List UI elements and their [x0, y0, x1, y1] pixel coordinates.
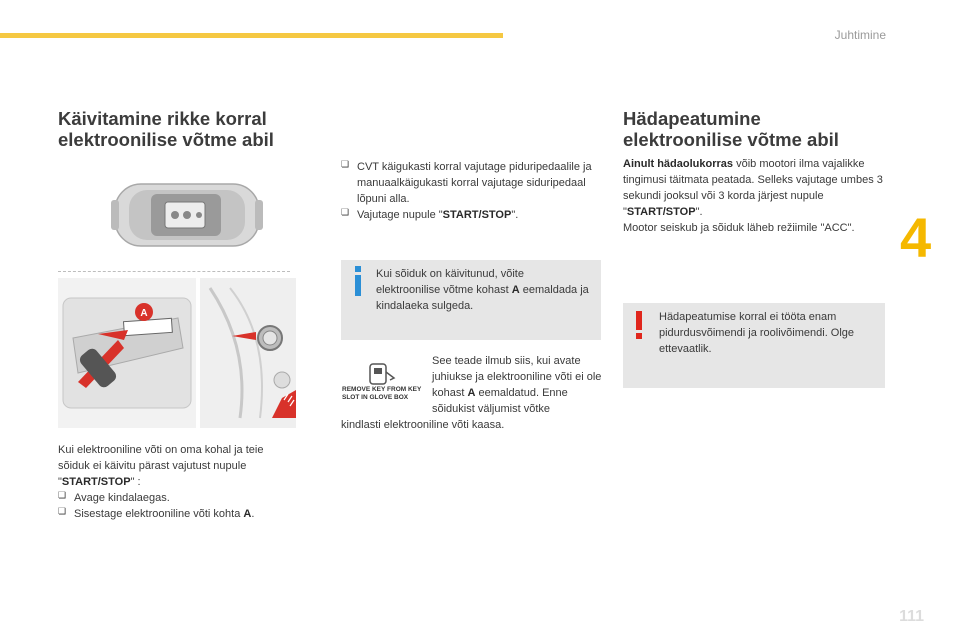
left-intro-quote-open: " — [58, 476, 62, 488]
chapter-number: 4 — [900, 206, 932, 269]
left-intro-text: Kui elektrooniline võti on oma kohal ja teie sõiduk ei käivitu pärast vajutust nupule — [58, 444, 264, 472]
right-paragraph-bold: Ainult hädaolukorras — [623, 158, 734, 170]
left-title — [58, 108, 274, 150]
left-step-2-main: Sisestage elektrooniline võti kohta — [74, 508, 244, 520]
bullet-square-icon: ❏ — [341, 159, 350, 169]
left-intro-bold: START/STOP — [61, 476, 131, 488]
bullet-square-icon: ❏ — [58, 490, 67, 500]
middle-step-1 — [341, 159, 601, 207]
page-number: 111 — [899, 608, 924, 625]
middle-step-1-text: CVT käigukasti korral vajutage piduripedaalile ja manuaalkäigukasti korral vajutage siduripedaal lõpuni alla. — [357, 161, 592, 205]
figure-divider — [58, 271, 290, 272]
middle-step-2-tail: ". — [511, 209, 519, 221]
left-step-2-text — [74, 506, 254, 522]
key-message-label — [342, 386, 426, 402]
key-message-line1: REMOVE KEY FROM KEY — [342, 386, 422, 393]
info-icon — [351, 266, 365, 296]
bullet-square-icon: ❏ — [58, 506, 67, 516]
info-text-a: Kui sõiduk on käivitunud, võite elektroonilise võtme kohast — [376, 268, 524, 296]
right-title — [623, 108, 839, 150]
middle-step-2-main: Vajutage nupule " — [357, 209, 443, 221]
left-instructions — [58, 442, 298, 522]
figure-label-a: A — [140, 308, 148, 319]
start-stop-button-illustration — [200, 278, 296, 428]
info-text-b: eemaldada ja kindalaeka sulgeda. — [376, 284, 589, 312]
middle-steps — [341, 159, 601, 223]
middle-step-2 — [341, 207, 601, 223]
exclamation-icon — [635, 311, 643, 339]
left-intro-quote-close: " : — [130, 476, 141, 488]
key-message-text-bold: A — [467, 387, 476, 399]
right-paragraph — [623, 156, 893, 220]
right-title-line1: Hädapeatumine — [623, 108, 761, 129]
left-step-1 — [58, 490, 298, 506]
right-paragraph-a: võib mootori ilma vajalikke tingimusi täitmata peatada. Selleks vajutage umbes 3 sekundi jooksul või 3 korda järjest nupule " — [623, 158, 883, 218]
left-step-2 — [58, 506, 298, 522]
left-intro — [58, 442, 298, 490]
left-step-2-bold: A — [243, 508, 252, 520]
right-body — [623, 156, 893, 236]
key-message-line2: SLOT IN GLOVE BOX — [342, 394, 409, 401]
right-paragraph-b: ". — [695, 206, 703, 218]
info-text-bold: A — [511, 284, 520, 296]
left-step-2-tail: . — [251, 508, 255, 520]
left-title-line2: elektroonilise võtme abil — [58, 129, 274, 150]
car-top-view-illustration — [107, 170, 267, 260]
key-message-text — [432, 353, 602, 417]
bullet-square-icon: ❏ — [341, 207, 350, 217]
info-text — [376, 266, 591, 314]
alert-box — [623, 303, 885, 388]
key-message-text-a: See teade ilmub siis, kui avate juhiukse ja elektrooniline võti ei ole kohast — [432, 355, 602, 399]
key-message-tail: kindlasti elektrooniline võti kaasa. — [341, 419, 505, 431]
left-step-1-text: Avage kindalaegas. — [74, 492, 170, 504]
right-paragraph-bold2: START/STOP — [626, 206, 696, 218]
alert-text: Hädapeatumise korral ei tööta enam pidurdusvõimendi ja roolivõimendi. Olge ettevaatlik. — [659, 311, 855, 355]
middle-step-2-bold: START/STOP — [442, 209, 512, 221]
key-message-text-b: eemaldatud. Enne sõidukist väljumist võtke — [432, 387, 568, 415]
header-accent-bar — [0, 33, 503, 38]
section-title: Juhtimine — [834, 28, 886, 42]
right-title-line2: elektroonilise võtme abil — [623, 129, 839, 150]
right-paragraph-line2: Mootor seiskub ja sõiduk läheb režiimile "ACC". — [623, 222, 855, 234]
left-title-line1: Käivitamine rikke korral — [58, 108, 267, 129]
middle-step-2-text — [357, 207, 518, 223]
info-box — [341, 260, 601, 340]
glovebox-key-illustration — [58, 278, 196, 428]
